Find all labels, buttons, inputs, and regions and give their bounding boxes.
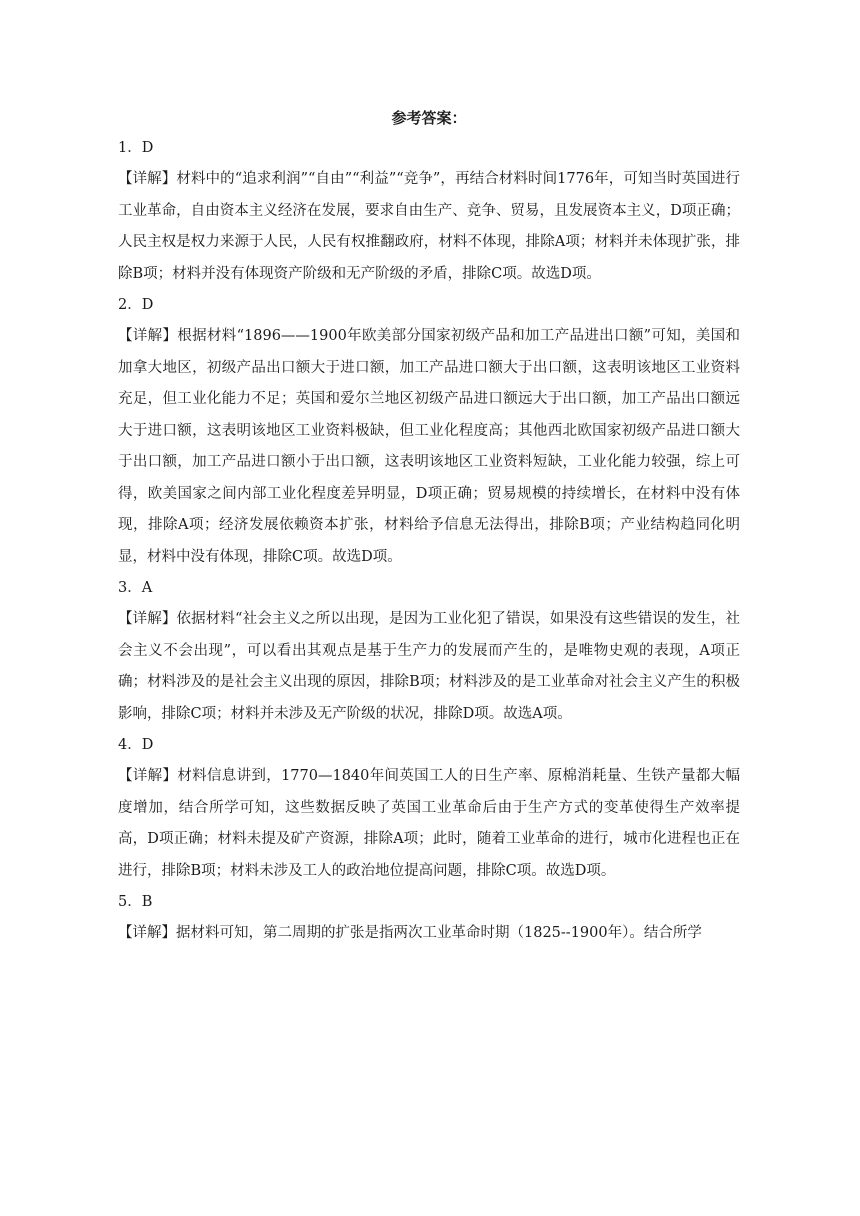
detail-text: 材料信息讲到，1770—1840年间英国工人的日生产率、原棉消耗量、生铁产量都大幅度增加，结合所学可知，这些数据反映了英国工业革命后由于生产方式的变革使得生产效率提高，D项正确；材料未提及矿产资源，排除A项；此时，随着工业革命的进行，城市化进程也正在进行，排除B项；材料未涉及工人的政治地位提高问题，排除C项。故选D项。 <box>118 768 741 879</box>
detail-tag: 【详解】 <box>118 925 176 941</box>
answer-item-1 <box>118 133 740 290</box>
detail-text: 根据材料“1896——1900年欧美部分国家初级产品和加工产品进出口额”可知，美国和加拿大地区，初级产品出口额大于进口额，加工产品进口额大于出口额，这表明该地区工业资料充足，但工业化能力不足；英国和爱尔兰地区初级产品进口额远大于出口额，加工产品出口额远大于进口额，这表明该地区工业资料极缺，但工业化程度高；其他西北欧国家初级产品进口额大于出口额，加工产品进口额小于出口额，这表明该地区工业资料短缺，工业化能力较强，综上可得，欧美国家之间内部工业化程度差异明显，D项正确；贸易规模的持续增长，在材料中没有体现，排除A项；经济发展依赖资本扩张，材料给予信息无法得出，排除B项；产业结构趋同化明显，材料中没有体现，排除C项。故选D项。 <box>118 328 740 565</box>
answer-detail <box>118 321 740 573</box>
detail-tag: 【详解】 <box>118 328 178 344</box>
answer-item-2 <box>118 290 740 573</box>
answer-detail <box>118 164 740 290</box>
page-title: 参考答案： <box>391 109 467 127</box>
answer-detail <box>118 918 740 950</box>
detail-tag: 【详解】 <box>118 768 178 784</box>
detail-text: 材料中的“追求利润”“自由”“利益”“竞争”，再结合材料时间1776年，可知当时英国进行工业革命，自由资本主义经济在发展，要求自由生产、竞争、贸易，且发展资本主义，D项正确；人民主权是权力来源于人民，人民有权推翻政府，材料不体现，排除A项；材料并未体现扩张，排除B项；材料并没有体现资产阶级和无产阶级的矛盾，排除C项。故选D项。 <box>118 171 741 282</box>
answer-detail <box>118 761 740 887</box>
detail-text: 依据材料“社会主义之所以出现，是因为工业化犯了错误，如果没有这些错误的发生，社会主义不会出现”，可以看出其观点是基于生产力的发展而产生的，是唯物史观的表现，A项正确；材料涉及的是社会主义出现的原因，排除B项；材料涉及的是工业革命对社会主义产生的积极影响，排除C项；材料并未涉及无产阶级的状况，排除D项。故选A项。 <box>118 611 740 722</box>
detail-tag: 【详解】 <box>118 611 177 627</box>
answer-item-4 <box>118 730 740 887</box>
answer-label: 3．A <box>118 580 153 596</box>
detail-text: 据材料可知，第二周期的扩张是指两次工业革命时期（1825--1900年）。结合所学 <box>176 925 702 941</box>
answer-item-3 <box>118 573 740 730</box>
answer-label: 4．D <box>118 737 154 753</box>
answer-label: 5．B <box>118 894 153 910</box>
answer-label: 1．D <box>118 140 154 156</box>
answer-sheet <box>118 103 740 950</box>
answer-detail <box>118 604 740 730</box>
detail-tag: 【详解】 <box>118 171 177 187</box>
answer-item-5 <box>118 887 740 950</box>
answer-label: 2．D <box>118 297 154 313</box>
